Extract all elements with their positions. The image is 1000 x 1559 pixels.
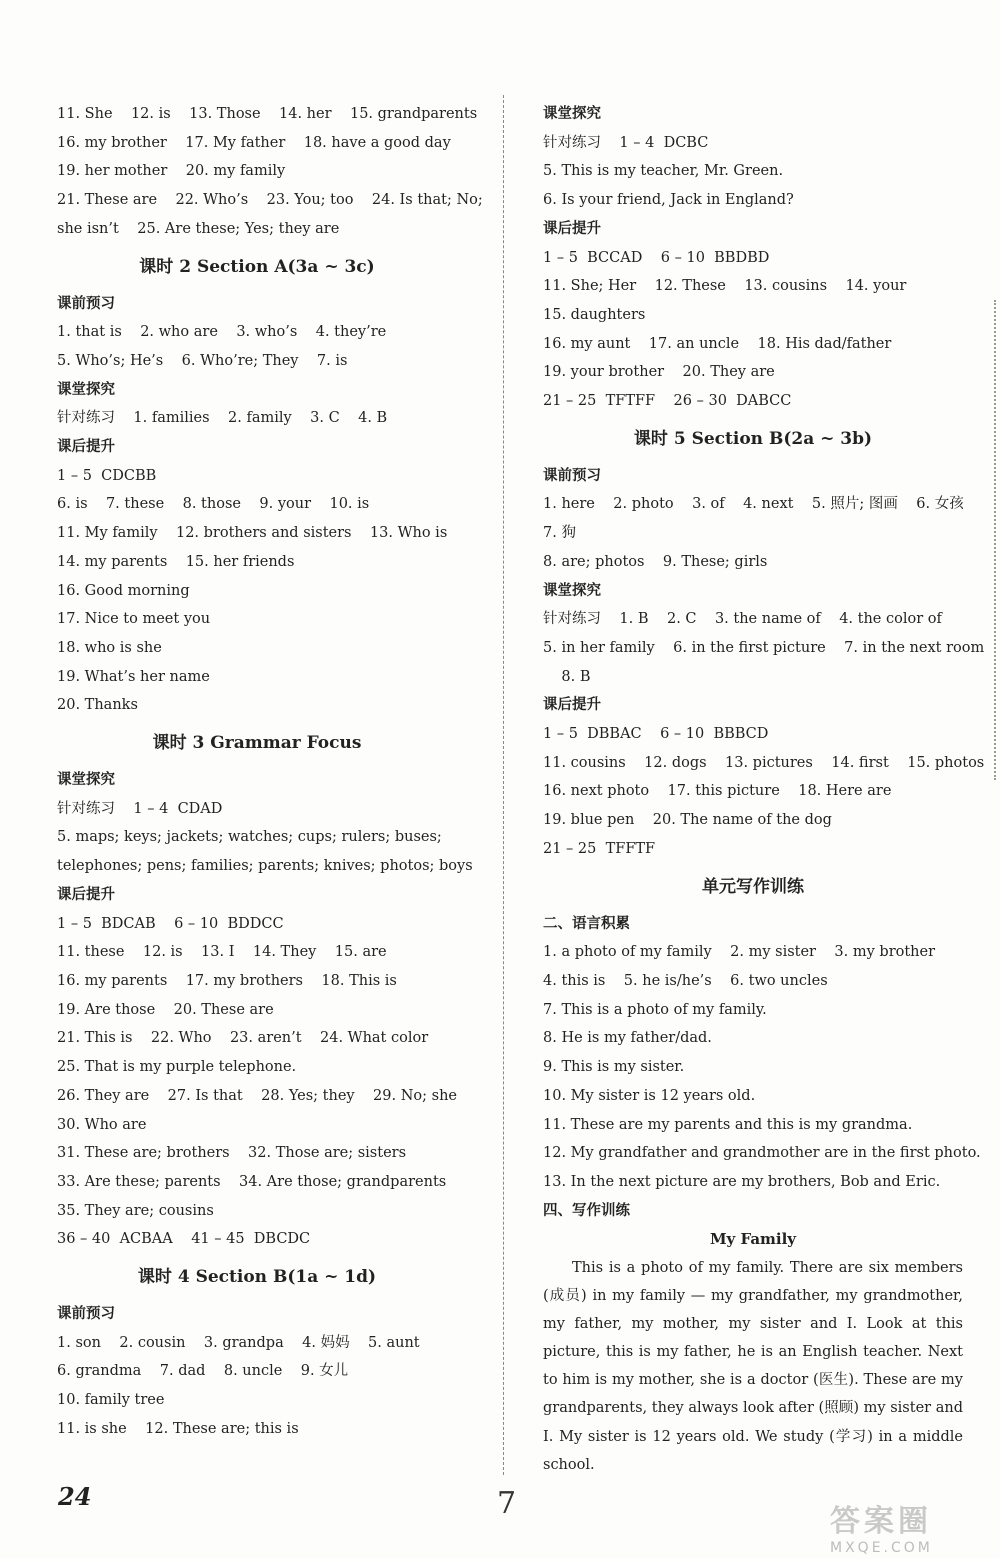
answer-line: 8. B [543,668,591,685]
watermark-text: 答案圈 [830,1504,932,1539]
subsection-label: 课前预习 [543,467,601,484]
section-heading: 课时 3 Grammar Focus [152,733,362,754]
answer-line: 12. My grandfather and grandmother are in the first photo. [543,1145,981,1162]
answer-line: 9. This is my sister. [543,1059,685,1076]
answer-line: 11. These are my parents and this is my grandma. [543,1116,913,1133]
subsection-label: 四、写作训练 [543,1202,630,1219]
subsection-label: 二、语言积累 [543,915,630,932]
answer-line: 1. a photo of my family 2. my sister 3. my brother [543,944,936,961]
answer-line: 11. cousins 12. dogs 13. pictures 14. first 15. photos [543,754,985,771]
answer-line: telephones; pens; families; parents; knives; photos; boys [57,858,473,875]
answer-line: 1 – 5 DBBAC 6 – 10 BBBCD [543,726,769,743]
answer-line: 1. son 2. cousin 3. grandpa 4. 妈妈 5. aunt [57,1334,420,1351]
subsection-label: 课前预习 [57,295,115,312]
essay-title: My Family [709,1230,797,1249]
answer-line: 11. these 12. is 13. I 14. They 15. are [57,944,387,961]
answer-line: 7. 狗 [543,525,576,542]
subsection-label: 课堂探究 [543,582,601,599]
answer-line: 19. What’s her name [57,668,210,685]
answer-line: 1 – 5 BDCAB 6 – 10 BDDCC [57,915,284,932]
answer-line: 36 – 40 ACBAA 41 – 45 DBCDC [57,1231,311,1248]
column-divider [503,95,504,1475]
answer-line: 8. are; photos 9. These; girls [543,553,768,570]
answer-line: 1 – 5 BCCAD 6 – 10 BBDBD [543,249,770,266]
answer-line: 31. These are; brothers 32. Those are; sisters [57,1145,407,1162]
subsection-label: 课后提升 [57,886,115,903]
answer-line: 16. my parents 17. my brothers 18. This is [57,972,397,989]
answer-line: 针对练习 1 – 4 DCBC [543,134,709,151]
answer-line: 14. my parents 15. her friends [57,553,295,570]
section-heading: 单元写作训练 [702,876,804,897]
subsection-label: 课后提升 [543,220,601,237]
page-edge-marks [988,300,996,780]
essay-paragraph: This is a photo of my family. There are six members (成员) in my family — my grandfather, my grandmother, my father, my mother, my sister and I. Look at this picture, this is my father, he is an English teacher. Next to him is my mother, she is a doctor (医生). These are my grandparents, they always look after (照顾) my sister and I. My sister is 12 years old. We study (学习) in a middle school. [543,1260,963,1473]
answer-line: 20. Thanks [57,697,138,714]
page-number: 24 [58,1482,92,1511]
answer-line: 19. Are those 20. These are [57,1001,274,1018]
answer-line: 19. her mother 20. my family [57,163,286,180]
answer-line: 21 – 25 TFTFF 26 – 30 DABCC [543,393,792,410]
answer-line: 30. Who are [57,1116,147,1133]
right-column [543,100,985,1479]
answer-line: 25. That is my purple telephone. [57,1059,297,1076]
answer-line: 18. who is she [57,639,162,656]
subsection-label: 课堂探究 [57,381,115,398]
answer-line: 17. Nice to meet you [57,611,211,628]
answer-line: 5. This is my teacher, Mr. Green. [543,163,784,180]
subsection-label: 课后提升 [543,697,601,714]
answer-line: 6. is 7. these 8. those 9. your 10. is [57,496,370,513]
answer-line: 5. Who’s; He’s 6. Who’re; They 7. is [57,352,348,369]
answer-line: 1. here 2. photo 3. of 4. next 5. 照片; 图画 6. 女孩 [543,496,964,513]
subsection-label: 课后提升 [57,439,115,456]
watermark-url: MXQE.COM [830,1540,933,1556]
answer-line: 针对练习 1. families 2. family 3. C 4. B [57,410,388,427]
answer-line: 35. They are; cousins [57,1202,214,1219]
answer-line: 4. this is 5. he is/he’s 6. two uncles [543,972,828,989]
answer-line: 6. Is your friend, Jack in England? [543,192,794,209]
answer-line: 16. next photo 17. this picture 18. Here are [543,783,892,800]
answer-line: 19. blue pen 20. The name of the dog [543,812,832,829]
answer-line: 16. Good morning [57,582,190,599]
handwritten-mark: 7 [497,1486,517,1521]
answer-line: 21. These are 22. Who’s 23. You; too 24. Is that; No; [57,192,483,209]
answer-line: 10. My sister is 12 years old. [543,1087,756,1104]
left-column [57,100,483,1444]
answer-line: 16. my aunt 17. an uncle 18. His dad/father [543,335,892,352]
answer-line: 33. Are these; parents 34. Are those; grandparents [57,1173,447,1190]
answer-line: 针对练习 1. B 2. C 3. the name of 4. the color of [543,611,942,628]
answer-line: 8. He is my father/dad. [543,1030,712,1047]
answer-line: 5. maps; keys; jackets; watches; cups; rulers; buses; [57,829,442,846]
answer-line: 11. She; Her 12. These 13. cousins 14. your [543,278,907,295]
answer-line: 15. daughters [543,306,646,323]
section-heading: 课时 5 Section B(2a ~ 3b) [633,428,873,449]
answer-line: 19. your brother 20. They are [543,364,775,381]
answer-line: 16. my brother 17. My father 18. have a good day [57,134,451,151]
subsection-label: 课堂探究 [57,772,115,789]
answer-line: 5. in her family 6. in the first picture 7. in the next room [543,639,985,656]
answer-line: 10. family tree [57,1392,165,1409]
answer-line: 13. In the next picture are my brothers, Bob and Eric. [543,1173,941,1190]
subsection-label: 课堂探究 [543,106,601,122]
section-heading: 课时 2 Section A(3a ~ 3c) [139,256,375,277]
answer-line: 7. This is a photo of my family. [543,1001,767,1018]
answer-line: 1 – 5 CDCBB [57,467,157,484]
answer-line: 21. This is 22. Who 23. aren’t 24. What color [57,1030,429,1047]
answer-line: she isn’t 25. Are these; Yes; they are [57,220,340,237]
answer-line: 1. that is 2. who are 3. who’s 4. they’re [57,324,387,341]
answer-line: 11. She 12. is 13. Those 14. her 15. grandparents [57,106,478,122]
subsection-label: 课前预习 [57,1306,115,1323]
answer-line: 21 – 25 TFFTF [543,840,656,857]
watermark-logo [830,1496,980,1554]
answer-line: 26. They are 27. Is that 28. Yes; they 29. No; she [57,1087,457,1104]
section-heading: 课时 4 Section B(1a ~ 1d) [137,1267,377,1288]
answer-line: 针对练习 1 – 4 CDAD [57,800,223,817]
answer-line: 11. is she 12. These are; this is [57,1420,299,1437]
answer-line: 6. grandma 7. dad 8. uncle 9. 女儿 [57,1363,349,1380]
answer-line: 11. My family 12. brothers and sisters 13. Who is [57,525,448,542]
